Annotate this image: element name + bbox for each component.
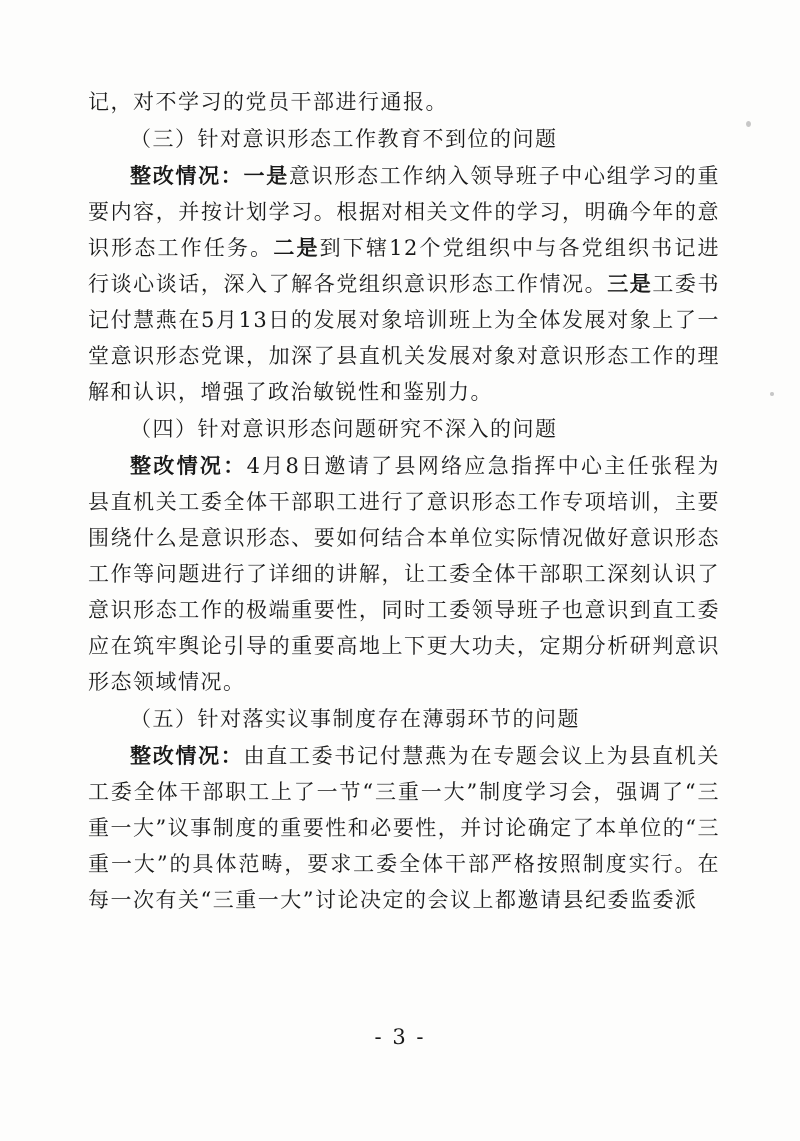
- section-3-text-3: 工委书记付慧燕在5月13日的发展对象培训班上为全体发展对象上了一堂意识形态党课，加深了县直机关发展对象对意识形态工作的理解和认识，增强了政治敏锐性和鉴别力。: [88, 272, 721, 404]
- section-4-text: 4月8日邀请了县网络应急指挥中心主任张程为县直机关工委全体干部职工进行了意识形态工作专项培训，主要围绕什么是意识形态、要如何结合本单位实际情况做好意识形态工作等问题进行了详细的讲解，让工委全体干部职工深刻认识了意识形态工作的极端重要性，同时工委领导班子也意识到直工委应在筑牢舆论引导的重要高地上下更大功夫，定期分析研判意识形态领域情况。: [88, 454, 720, 694]
- section-5-text: 由直工委书记付慧燕为在专题会议上为县直机关工委全体干部职工上了一节“三重一大”制度学习会，强调了“三重一大”议事制度的重要性和必要性，并讨论确定了本单位的“三重一大”的具体范畴，要求工委全体干部严格按照制度实行。在每一次有关“三重一大”讨论决定的会议上都邀请县纪委监委派: [88, 744, 720, 912]
- section-4-heading-text: （四）针对意识形态问题研究不深入的问题: [130, 417, 558, 441]
- section-3-text-1: 意识形态工作纳入领导班子中心组学习的重要内容，并按计划学习。根据对相关文件的学习，明确今年的意识形态工作任务。: [88, 164, 721, 260]
- section-3-heading: [88, 121, 720, 157]
- section-4-paragraph: [88, 448, 720, 700]
- section-5-paragraph: [88, 738, 720, 918]
- section-5-heading-text: （五）针对落实议事制度存在薄弱环节的问题: [130, 707, 580, 731]
- section-3-paragraph: [88, 158, 720, 410]
- section-3-text-2: 到下辖12个党组织中与各党组织书记进行谈心谈话，深入了解各党组织意识形态工作情况。: [88, 236, 720, 296]
- section-3-heading-text: （三）针对意识形态工作教育不到位的问题: [130, 127, 558, 151]
- section-3-label: 整改情况：: [130, 163, 244, 188]
- section-4-label: 整改情况：: [130, 453, 247, 478]
- scan-speck: [746, 121, 751, 127]
- section-3-emphasis-1: 一是: [243, 163, 289, 188]
- page-number: - 3 -: [374, 1025, 426, 1049]
- continued-text: 记，对不学习的党员干部进行通报。: [88, 90, 448, 114]
- section-3-emphasis-2: 二是: [273, 235, 320, 260]
- continued-paragraph: [88, 84, 720, 120]
- scan-speck: [770, 392, 774, 396]
- section-4-heading: [88, 411, 720, 447]
- document-body: [88, 84, 720, 918]
- section-5-label: 整改情况：: [130, 743, 244, 768]
- section-5-heading: [88, 701, 720, 737]
- section-3-emphasis-3: 三是: [607, 271, 653, 296]
